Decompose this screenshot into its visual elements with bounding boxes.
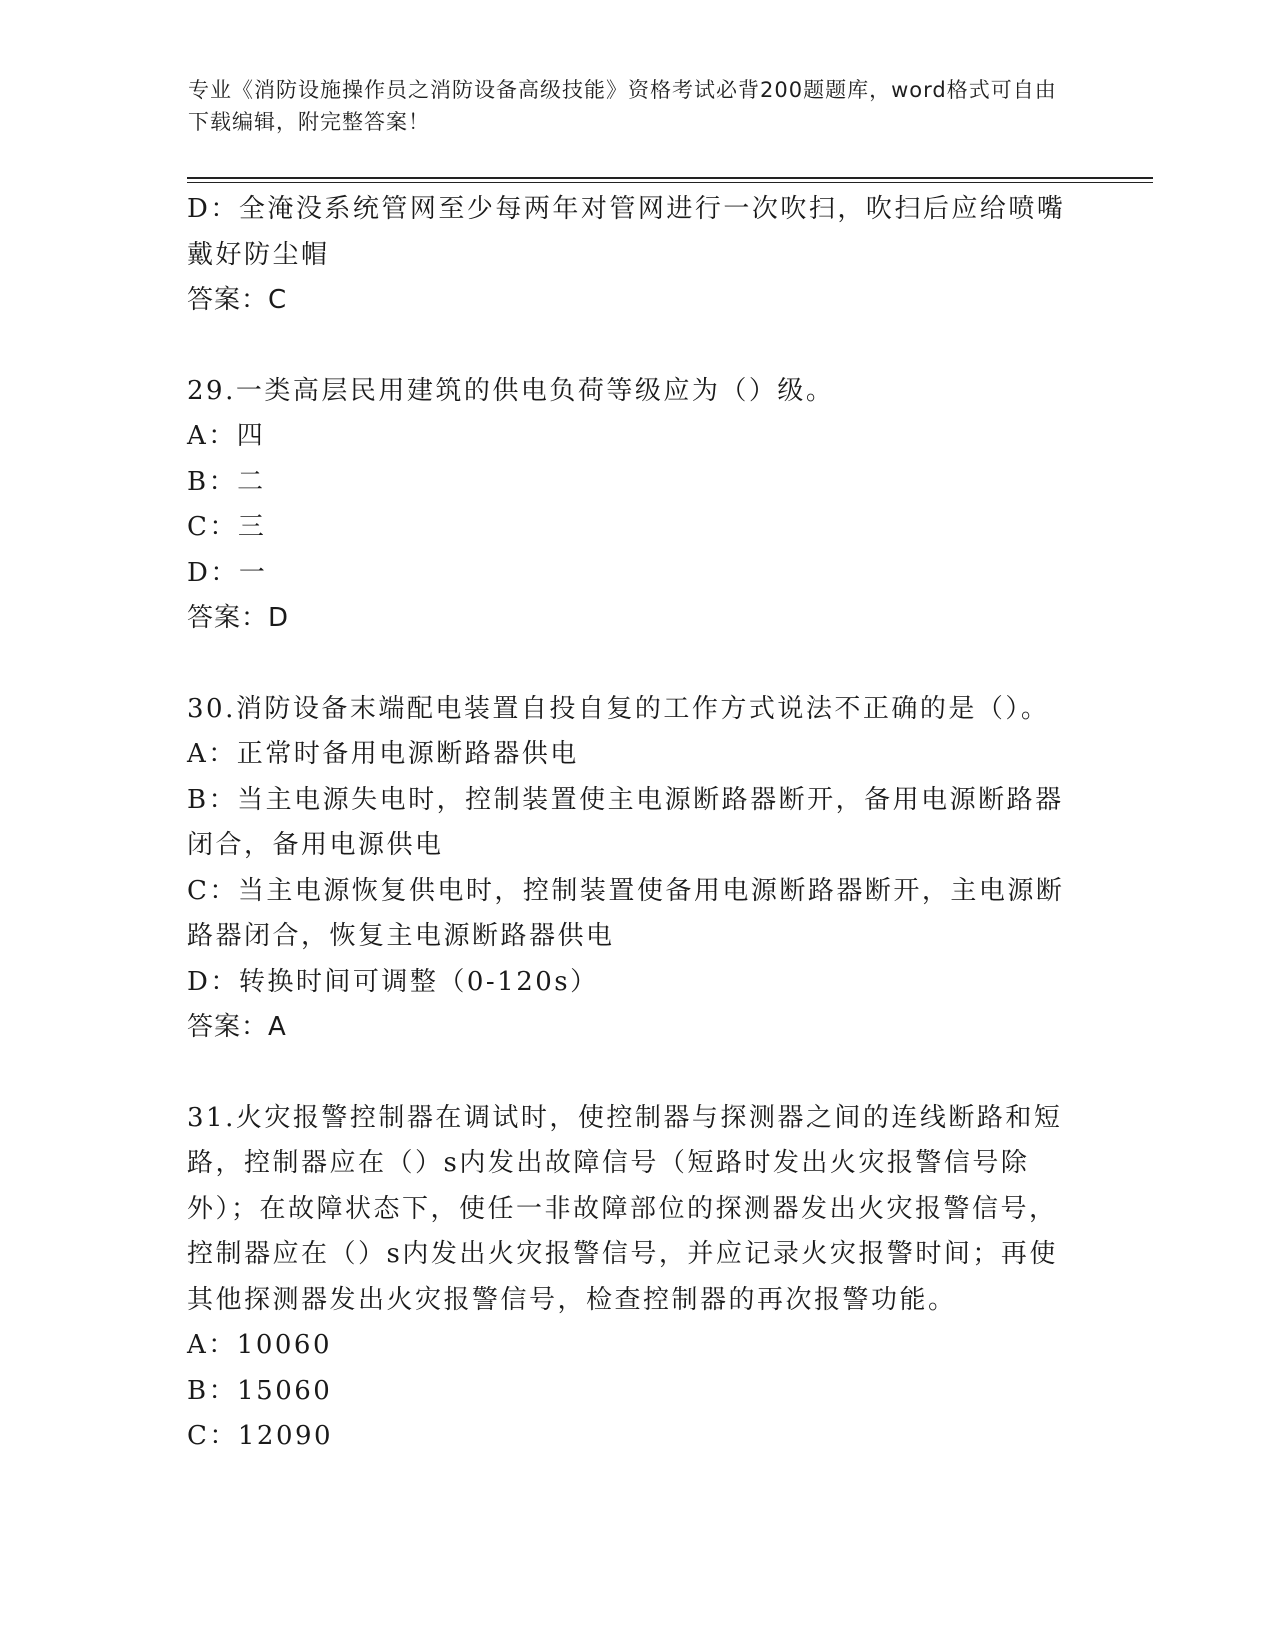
header-divider [187, 177, 1153, 183]
option-d: D：全淹没系统管网至少每两年对管网进行一次吹扫，吹扫后应给喷嘴戴好防尘帽 [187, 194, 1066, 270]
option-b: B：15060 [187, 1375, 333, 1406]
answer-line: 答案：A [187, 1012, 287, 1042]
option-a: A：四 [187, 421, 266, 451]
question-31 [187, 1096, 1077, 1460]
question-30 [187, 687, 1077, 1051]
option-c: C：12090 [187, 1421, 334, 1451]
answer-line: 答案：D [187, 603, 290, 633]
option-a: A：10060 [187, 1330, 332, 1360]
option-d: D：转换时间可调整（0-120s） [187, 966, 599, 997]
option-d: D：一 [187, 557, 268, 588]
question-fragment [187, 187, 1077, 324]
document-header: 专业《消防设施操作员之消防设备高级技能》资格考试必背200题题库，word格式可自由下载编辑，附完整答案！ [188, 78, 1057, 134]
option-c: C：三 [187, 512, 267, 542]
option-c: C：当主电源恢复供电时，控制装置使备用电源断路器断开，主电源断路器闭合，恢复主电源断路器供电 [187, 875, 1065, 951]
option-b: B：二 [187, 466, 266, 497]
document-body [187, 187, 1077, 1460]
option-b: B：当主电源失电时，控制装置使主电源断路器断开，备用电源断路器闭合，备用电源供电 [187, 784, 1064, 860]
answer-line: 答案：C [187, 285, 288, 315]
question-stem: 31.火灾报警控制器在调试时，使控制器与探测器之间的连线断路和短路，控制器应在（）s内发出故障信号（短路时发出火灾报警信号除外）；在故障状态下，使任一非故障部位的探测器发出火灾报警信号，控制器应在（）s内发出火灾报警信号，并应记录火灾报警时间；再使其他探测器发出火灾报警信号，检查控制器的再次报警功能。 [187, 1102, 1063, 1315]
question-stem: 29.一类高层民用建筑的供电负荷等级应为（）级。 [187, 375, 835, 406]
option-a: A：正常时备用电源断路器供电 [187, 739, 579, 769]
question-stem: 30.消防设备末端配电装置自投自复的工作方式说法不正确的是（）。 [187, 693, 1050, 724]
question-29 [187, 369, 1077, 642]
